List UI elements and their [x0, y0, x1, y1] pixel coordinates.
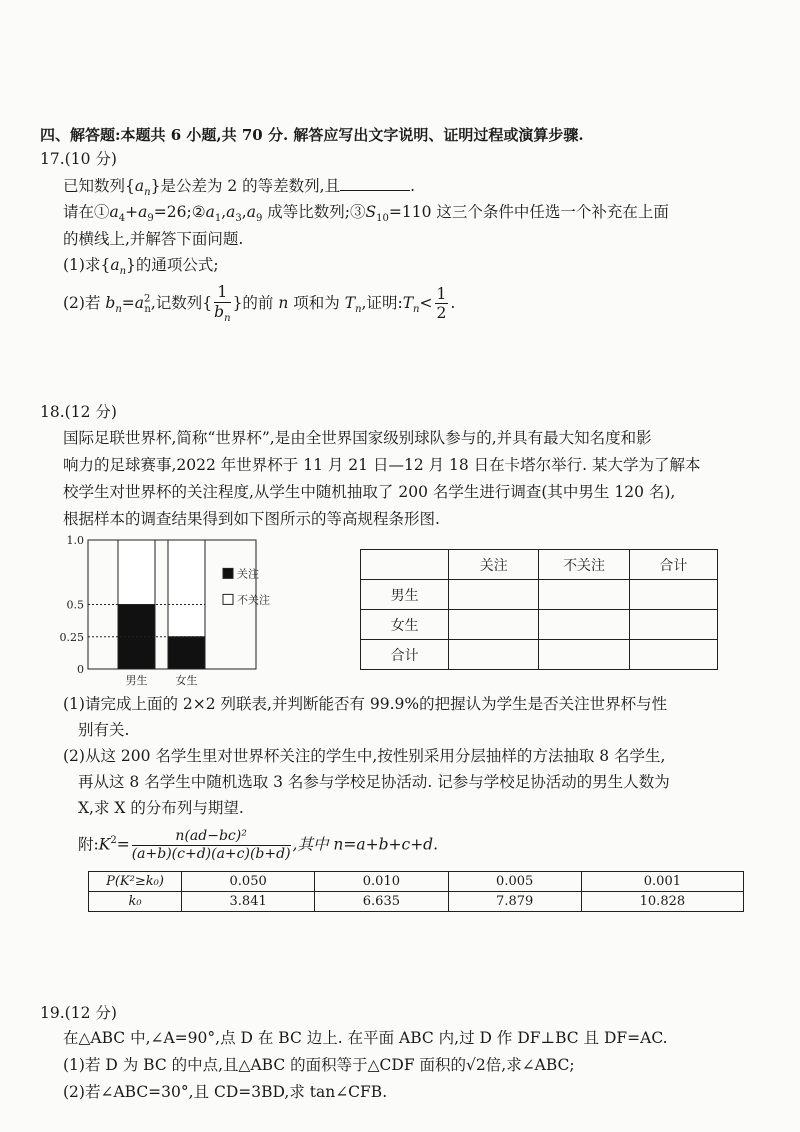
problem-18-part1-line-2: 别有关.: [78, 721, 130, 739]
empty-cell[interactable]: [449, 580, 539, 610]
header-cell: 关注: [449, 550, 539, 580]
problem-19-heading: 19.(12 分): [40, 1004, 117, 1022]
empty-cell[interactable]: [539, 580, 629, 610]
problem-17-points: (10 分): [64, 150, 117, 168]
x-tick-label: 男生: [125, 674, 148, 687]
section-header: 四、解答题:本题共 6 小题,共 70 分. 解答应写出文字说明、证明过程或演算步骤.: [40, 126, 584, 144]
problem-19-part1: (1)若 D 为 BC 的中点,且△ABC 的面积等于△CDF 面积的√2倍,求∠ABC;: [63, 1056, 575, 1074]
legend-label: 关注: [237, 567, 259, 581]
problem-17-conditions: 请在$①a_4+a_9=26;②a_1,a_3,a_9$ 成等比数列$;③S_{10}=110$ 这三个条件中任选一个补充在上面: [63, 203, 669, 225]
header-cell: 合计: [629, 550, 717, 580]
problem-17-number: 17.: [40, 150, 65, 168]
problem-19-part2: (2)若∠ABC=30°,且 CD=3BD,求 tan∠CFB.: [63, 1083, 388, 1101]
legend-swatch: [223, 568, 233, 578]
problem-17-intro: 已知数列$\{a_n\}$是公差为 2 的等差数列,且 .: [63, 177, 416, 199]
y-tick-label: 0.25: [59, 630, 84, 644]
empty-cell[interactable]: [539, 640, 629, 670]
k2-formula: 附$:K^2=$ $\frac{\text{n(ad−bc)²}}{(a+b)(c+d)(a+c)(b+d)}$ ,其中 n=a+b+c+d.: [78, 828, 439, 862]
problem-18-line-4: 根据样本的调查结果得到如下图所示的等高规程条形图.: [63, 510, 440, 528]
problem-18-part2-line-3: X,求 X 的分布列与期望.: [78, 799, 244, 817]
problem-18-part1-line-1: (1)请完成上面的 2×2 列联表,并判断能否有 99.9%的把握认为学生是否关注世界杯与性: [63, 695, 668, 713]
problem-17-heading: [40, 152, 117, 168]
empty-cell[interactable]: [629, 640, 717, 670]
row-label: 合计: [361, 640, 449, 670]
problem-17-part2: (2)若 $b_n=a^2_n$,记数列{ $\frac{1}{b_n}$ }的前 n 项和为 $T_n$,证明$:T_n<$ $\frac{1}{2}$ .: [63, 283, 456, 324]
problem-17-part1: (1)求$\{a_n\}$的通项公式;: [63, 256, 219, 278]
problem-18-line-1: 国际足联世界杯,简称“世界杯”,是由全世界国家级别球队参与的,并具有最大知名度和影: [63, 429, 652, 447]
contingency-table: [360, 549, 718, 670]
stacked-bar-chart: [48, 532, 270, 687]
x-tick-label: 女生: [175, 674, 198, 687]
problem-19-line-1: 在△ABC 中,∠A=90°,点 D 在 BC 边上. 在平面 ABC 内,过 D 作 DF⊥BC 且 DF=AC.: [63, 1029, 668, 1047]
y-tick-label: 0.5: [66, 598, 84, 612]
header-cell: 不关注: [539, 550, 629, 580]
critical-value-table: P(K²≥k₀) 0.050 0.010 0.005 0.001 k₀ 3.841 6.635 7.879 10.828: [88, 871, 744, 912]
bar-1-1: [168, 540, 205, 637]
empty-cell[interactable]: [629, 580, 717, 610]
answer-blank: [340, 178, 410, 191]
legend-swatch: [223, 594, 233, 604]
y-tick-label: 0: [77, 663, 84, 676]
legend-label: 不关注: [237, 593, 270, 607]
empty-cell[interactable]: [539, 610, 629, 640]
problem-18-heading: 18.(12 分): [40, 403, 117, 421]
problem-18-line-2: 响力的足球赛事,2022 年世界杯于 11 月 21 日—12 月 18 日在卡塔尔举行. 某大学为了解本: [63, 456, 701, 474]
empty-cell[interactable]: [449, 640, 539, 670]
y-tick-label: 1.0: [66, 534, 84, 547]
bar-1-0: [118, 540, 155, 605]
problem-18-part2-line-1: (2)从这 200 名学生里对世界杯关注的学生中,按性别采用分层抽样的方法抽取 8 名学生,: [63, 747, 666, 765]
problem-17-conditions-2: 的横线上,并解答下面问题.: [63, 230, 244, 248]
header-cell: [361, 550, 449, 580]
row-label: 女生: [361, 610, 449, 640]
bar-0-1: [168, 637, 205, 669]
problem-18-part2-line-2: 再从这 8 名学生中随机选取 3 名参与学校足协活动. 记参与学校足协活动的男生人数为: [78, 773, 670, 791]
row-label: 男生: [361, 580, 449, 610]
problem-18-line-3: 校学生对世界杯的关注程度,从学生中随机抽取了 200 名学生进行调查(其中男生 120 名),: [63, 483, 676, 501]
empty-cell[interactable]: [629, 610, 717, 640]
empty-cell[interactable]: [449, 610, 539, 640]
